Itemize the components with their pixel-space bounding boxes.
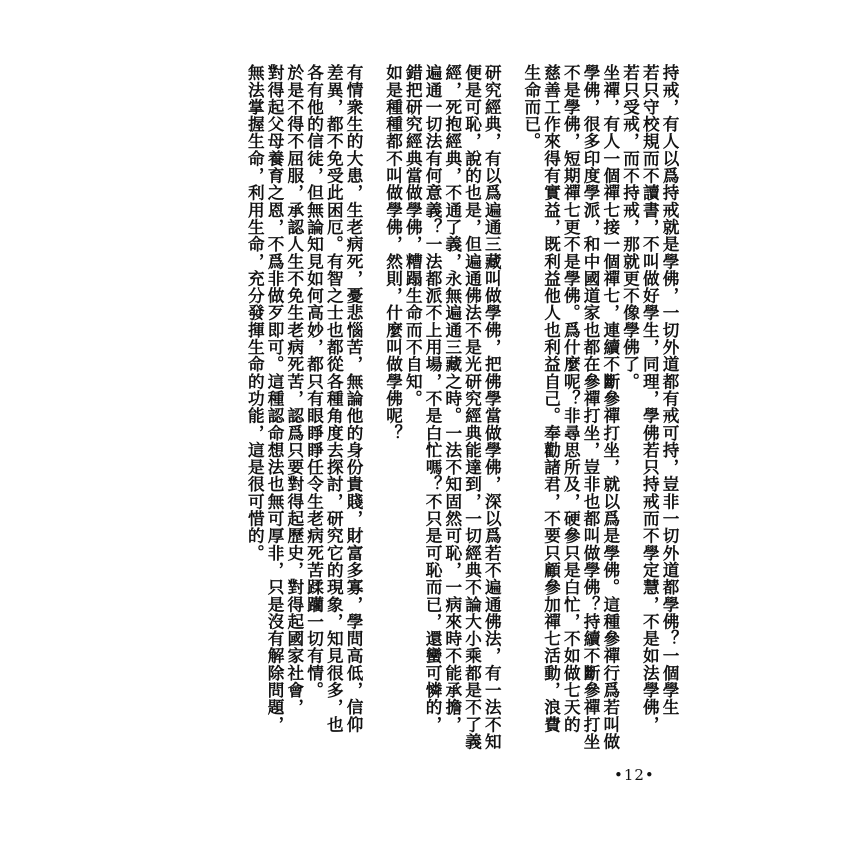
text-column: 無法掌握生命，利用生命，充分發揮生命的功能，這是很可惜的。: [245, 64, 266, 562]
text-column: 錯把研究經典當做學佛，糟蹋生命而不自知。: [403, 64, 424, 407]
text-column: 經，死抱經典，不通了義，永無遍通三藏之時。一法不知固然可恥，一病來時不能承擔，: [442, 64, 463, 733]
text-column: 不是學佛，短期禪七更不是學佛。爲什麼呢？非尋思所及，硬參只是白忙，不如做七天的: [561, 64, 582, 733]
vertical-text-block: [186, 64, 678, 754]
text-column: 遍通一切法有何意義？一法都派不上用場，不是白忙嗎？不只是可恥而已，還蠻可憐的，: [423, 64, 443, 733]
text-column: 差異，都不免受此困厄。有智之士也都從各種角度去探討，研究它的現象，知見很多，也: [324, 64, 345, 733]
text-column: 學佛，很多印度學派，和中國道家也都在參禪打坐，豈非也都叫做學佛？持續不斷參禪打坐: [581, 64, 601, 750]
text-column: 於是不得不屈服，承認人生不免生老病死苦，認爲只要對得起歷史，對得起國家社會，: [284, 64, 305, 716]
text-column: 各有他的信徒，但無論知見如何高妙，都只有眼睜睜任令生老病死苦蹂躪一切有情。: [304, 64, 325, 699]
text-column: 如是種種都不叫做學佛，然則，什麼叫做學佛呢？: [383, 64, 404, 442]
text-column: 生命而已。: [521, 64, 542, 150]
text-column: 若只受戒，而不持戒，那就更不像學佛了。: [620, 64, 641, 390]
text-column: 若只守校規而不讀書，不叫做好學生，同理，學佛若只持戒而不學定慧，不是如法學佛，: [640, 64, 661, 733]
text-column: 持戒，有人以爲持戒就是學佛，一切外道都有戒可持，豈非一切外道都學佛？一個學生: [660, 64, 680, 716]
text-column: 便是可恥，說的也是，但遍通佛法不是光研究經典能達到，一切經典不論大小乘都是不了義: [462, 64, 483, 750]
text-column: 慈善工作來得有實益，既利益他人也利益自己。奉勸諸君，不要只顧參加禪七活動，浪費: [541, 64, 562, 733]
text-column: 有情衆生的大患，生老病死，憂悲惱苦，無論他的身份貴賤，財富多寡，學問高低，信仰: [344, 64, 364, 733]
text-column: 研究經典，有以爲遍通三藏叫做學佛，把佛學當做學佛，深以爲若不遍通佛法，有一法不知: [482, 64, 503, 750]
text-column: 坐禪，有人一個禪七接一個禪七，連續不斷參禪打坐，就以爲是學佛。這種參禪行爲若叫做: [600, 64, 621, 750]
page-number: •12•: [614, 766, 655, 784]
text-column: 對得起父母養育之恩，不爲非做歹即可。這種認命想法也無可厚非，只是沒有解除問題，: [265, 64, 285, 733]
